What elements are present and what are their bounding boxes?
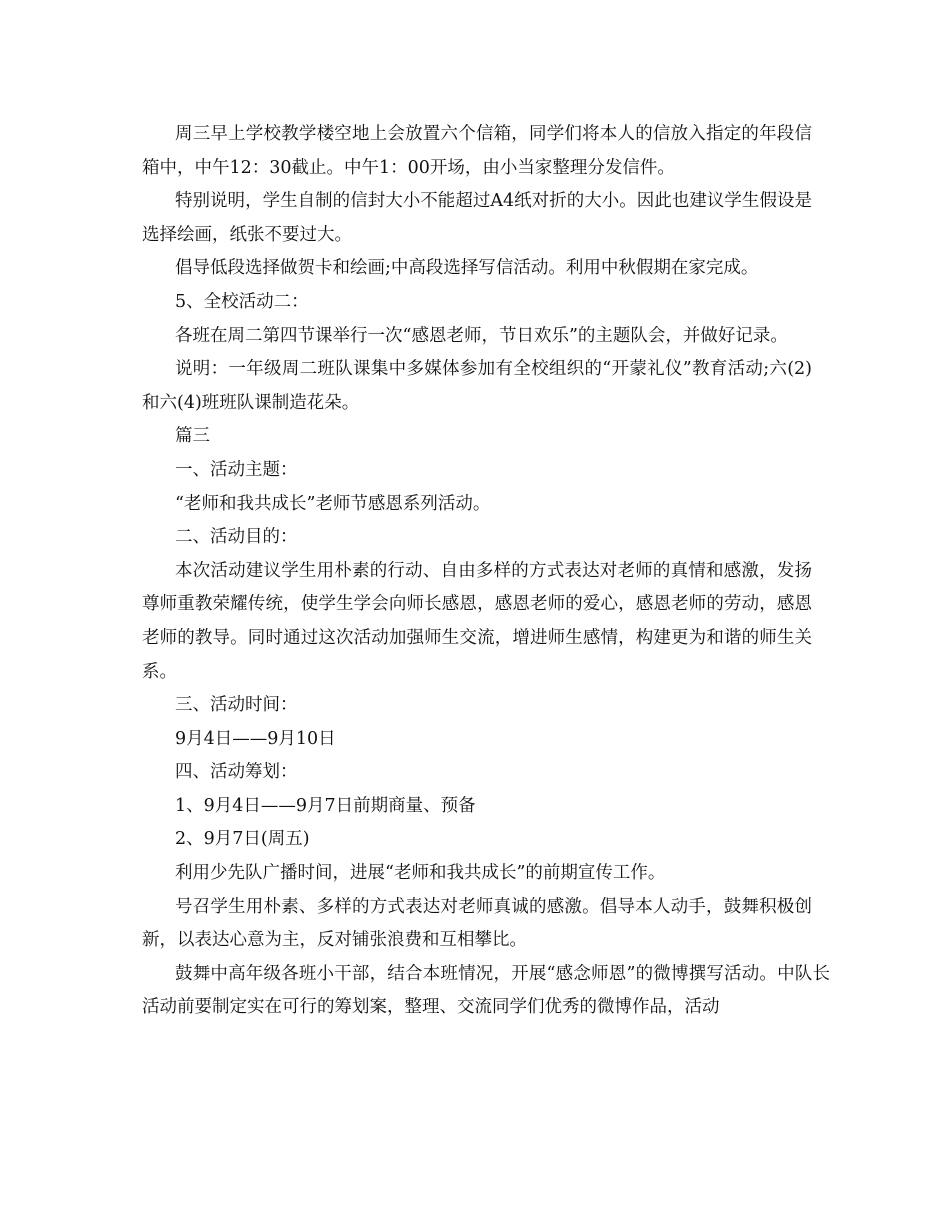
paragraph: 1、9月4日——9月7日前期商量、预备 <box>175 795 476 816</box>
section-heading: 5、全校活动二： <box>175 291 309 312</box>
paragraph: 周三早上学校教学楼空地上会放置六个信箱，同学们将本人的信放入指定的年段信箱中，中午12：30截止。中午1：00开场，由小当家整理分发信件。 <box>142 124 812 178</box>
paragraph: 倡导低段选择做贺卡和绘画;中高段选择写信活动。利用中秋假期在家完成。 <box>175 258 759 279</box>
paragraph: 说明：一年级周二班队课集中多媒体参加有全校组织的“开蒙礼仪”教育活动;六(2)和六(4)班班队课制造花朵。 <box>142 359 812 413</box>
paragraph: 鼓舞中高年级各班小干部，结合本班情况，开展“感念师恩”的微博撰写活动。中队长活动前要制定实在可行的筹划案，整理、交流同学们优秀的微博作品，活动 <box>142 963 830 1018</box>
section-heading: 三、活动时间： <box>175 695 298 716</box>
section-heading: 二、活动目的： <box>175 527 298 548</box>
part-heading: 篇三 <box>175 426 210 447</box>
paragraph: 利用少先队广播时间，进展“老师和我共成长”的前期宣传工作。 <box>175 863 666 884</box>
paragraph: 各班在周二第四节课举行一次“感恩老师，节日欢乐”的主题队会，并做好记录。 <box>175 325 788 346</box>
paragraph: 本次活动建议学生用朴素的行动、自由多样的方式表达对老师的真情和感激，发扬尊师重教荣耀传统，使学生学会向师长感恩，感恩老师的爱心，感恩老师的劳动，感恩老师的教导。同时通过这次活动加强师生交流，增进师生感情，构建更为和谐的师生关系。 <box>142 560 812 682</box>
paragraph: 特别说明，学生自制的信封大小不能超过A4纸对折的大小。因此也建议学生假设是选择绘画，纸张不要过大。 <box>142 191 812 245</box>
section-heading: 一、活动主题： <box>175 459 298 480</box>
paragraph: 9月4日——9月10日 <box>175 728 336 749</box>
paragraph: “老师和我共成长”老师节感恩系列活动。 <box>175 493 491 514</box>
paragraph: 2、9月7日(周五) <box>175 829 310 850</box>
section-heading: 四、活动筹划： <box>175 762 298 783</box>
paragraph: 号召学生用朴素、多样的方式表达对老师真诚的感激。倡导本人动手，鼓舞积极创新，以表达心意为主，反对铺张浪费和互相攀比。 <box>142 896 812 951</box>
document-body <box>142 118 830 1025</box>
